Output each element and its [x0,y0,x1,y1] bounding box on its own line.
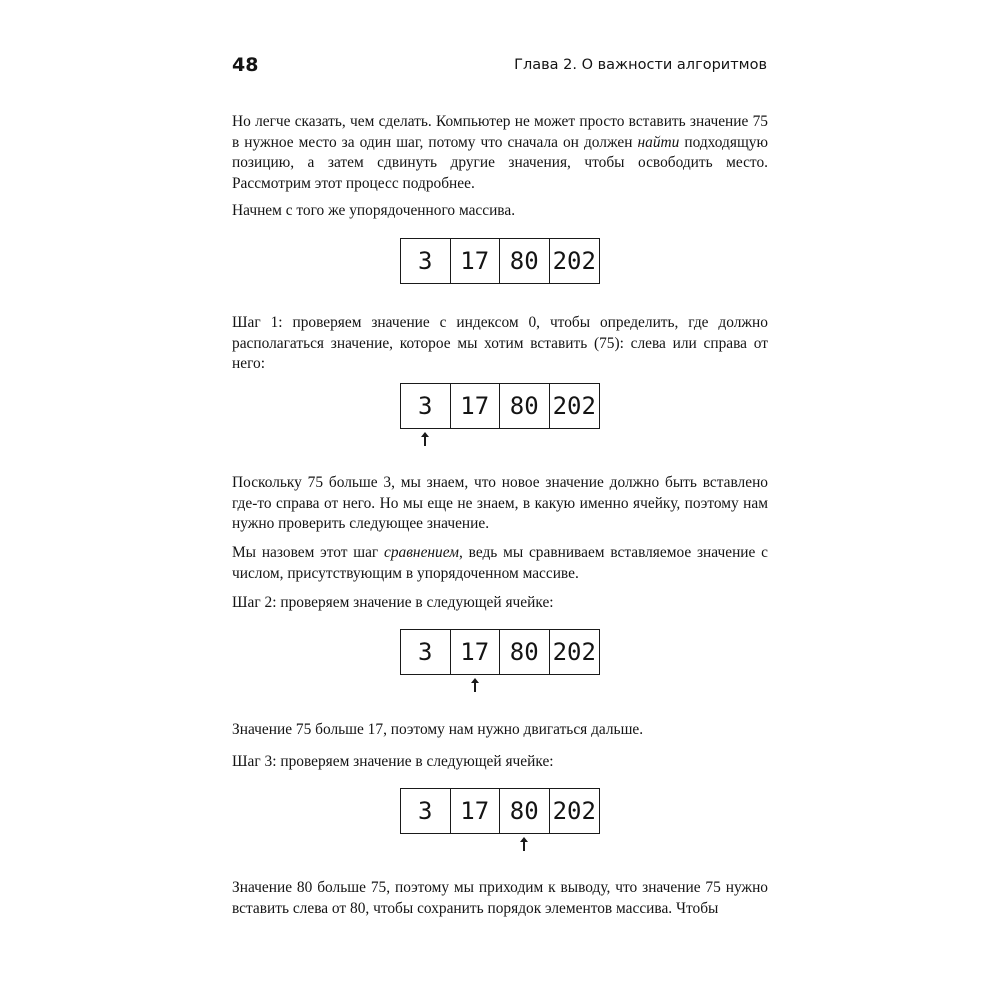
paragraph-step-1: Шаг 1: проверяем значение с индексом 0, чтобы определить, где должно располагаться значение, которое мы хотим вставить (75): слева или справа от него: [232,314,768,372]
paragraph-start-array: Начнем с того же упорядоченного массива. [232,202,516,219]
array-cell: 80 [500,239,550,283]
array-diagram-2 [400,629,600,675]
array-cell: 3 [401,630,451,674]
array-cell: 17 [451,239,501,283]
array-cell: 202 [552,392,596,420]
paragraph-text: , ведь мы сравниваем вставляемое значение с числом, присутствующим в упорядоченном массиве. [232,544,768,582]
array-cell: 80 [500,384,550,428]
page-number: 48 [232,54,259,76]
array-diagram-1 [400,383,600,429]
paragraph-step-2: Шаг 2: проверяем значение в следующей ячейке: [232,594,554,611]
array-cell: 202 [552,638,596,666]
array-diagram-0 [400,238,600,284]
paragraph-comparison [232,543,768,584]
array-cell: 17 [451,630,501,674]
up-arrow-icon [470,678,480,692]
paragraph-step-3: Шаг 3: проверяем значение в следующей ячейке: [232,753,554,770]
up-arrow-icon [519,837,529,851]
array-diagram-3 [400,788,600,834]
up-arrow-icon [420,432,430,446]
paragraph-text: Мы назовем этот шаг [232,544,385,561]
paragraph-intro [232,112,768,194]
array-cell: 202 [552,797,596,825]
array-cell: 3 [401,789,451,833]
array-cell: 80 [500,630,550,674]
array-cell: 17 [451,789,501,833]
paragraph-text: Но легче сказать, чем сделать. Компьютер не может просто вставить значение 75 в нужное место за один шаг, потому что сначала он должен [232,113,768,151]
array-cell: 80 [500,789,550,833]
array-cell: 202 [552,247,596,275]
array-cell: 3 [401,239,451,283]
emphasis-text: сравнением [384,544,460,561]
paragraph-after-step-2: Значение 75 больше 17, поэтому нам нужно двигаться дальше. [232,721,644,738]
array-cell: 17 [451,384,501,428]
paragraph-after-step-1: Поскольку 75 больше 3, мы знаем, что новое значение должно быть вставлено где-то справа от него. Но мы еще не знаем, в какую именно ячейку, поэтому нам нужно проверить следующее значение. [232,474,768,532]
running-head: Глава 2. О важности алгоритмов [514,57,767,73]
paragraph-conclusion: Значение 80 больше 75, поэтому мы приходим к выводу, что значение 75 нужно вставить слева от 80, чтобы сохранить порядок элементов массива. Чтобы [232,879,768,917]
paragraph-text: подходящую позицию, а затем сдвинуть другие значения, чтобы освободить место. Рассмотрим этот процесс подробнее. [232,133,768,192]
emphasis-text: найти [637,133,680,151]
array-cell: 3 [401,384,451,428]
